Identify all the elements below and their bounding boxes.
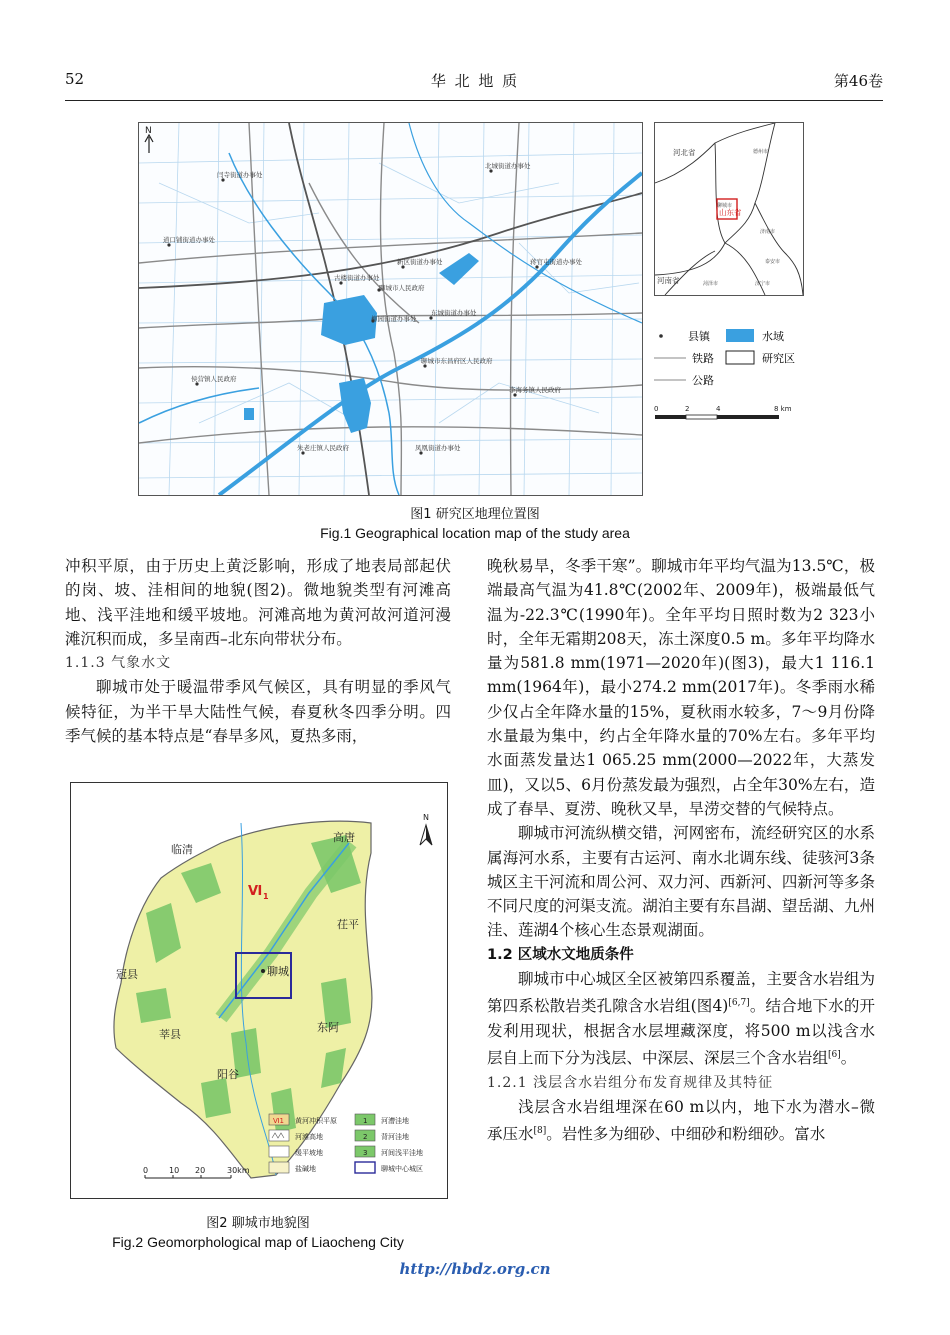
map-label: 凤凰街道办事处 [415, 444, 461, 452]
right-para-3 [487, 967, 875, 1071]
place-chiping: 茌平 [337, 918, 359, 931]
para3-text-b: 。结合地下水的开发利用现状，根据含水层埋藏深度，将500 m以浅含水层自上而下分为浅层、中深层、深层三个含水岩组 [487, 997, 875, 1068]
legend-label: 聊城中心城区 [381, 1165, 423, 1173]
scale-tick: 8 km [774, 405, 792, 413]
legend-label: 河漕洼地 [381, 1117, 409, 1125]
journal-title: 华 北 地 质 [430, 72, 520, 90]
left-para-1: 冲积平原，由于历史上黄泛影响，形成了地表局部起伏的岗、坡、洼相间的地貌(图2)。微地貌类型有河滩高地、浅平洼地和缓平坡地。河滩高地为黄河故河道河漫滩沉积而成，多呈南西–北东向带状分布。 [65, 557, 451, 648]
citation-ref: [8] [533, 1126, 547, 1137]
scale-svg [654, 402, 804, 432]
fig2-map [70, 782, 448, 1199]
map-label: 朱老庄镇人民政府 [297, 444, 349, 452]
scale-tick: 0 [143, 1166, 149, 1175]
north-label: N [145, 126, 152, 136]
inset-label: 河南省 [657, 276, 680, 285]
map-label: 柳园街道办事处 [371, 315, 417, 323]
legend-water: 水域 [762, 330, 784, 343]
place-gaotang: 高唐 [333, 831, 355, 844]
scale-tick: 2 [685, 405, 690, 413]
legend-swatch-slope [269, 1146, 289, 1157]
scale-segment [686, 415, 717, 419]
liaocheng-point [261, 969, 265, 973]
inset-label: 泰安市 [765, 259, 781, 265]
footer-url[interactable]: http://hbdz.org.cn [399, 1260, 551, 1278]
legend-railway: 铁路 [692, 352, 714, 365]
map-label: 东城街道办事处 [431, 309, 477, 317]
map-label: 聊城市人民政府 [379, 284, 425, 292]
right-para-2: 聊城市河流纵横交错，河网密布，流经研究区的水系属海河水系，主要有古运河、南水北调东线、徒骇河3条城区主干河流和周公河、双力河、西新河、四新河等多条不同尺度的河渠支流。湖泊主要有东昌湖、望岳湖、九州洼、莲湖4个核心生态景观湖面。 [487, 824, 875, 940]
scale-segment [655, 415, 686, 419]
legend-road: 公路 [692, 374, 714, 387]
inset-label: 河北省 [673, 148, 696, 157]
scale-segment [717, 415, 779, 419]
place-shenxian: 莘县 [159, 1028, 181, 1041]
section-1-2-1-heading: 1.2.1 浅层含水岩组分布发育规律及其特征 [487, 1074, 774, 1091]
map-label: 李海务镇人民政府 [509, 386, 561, 394]
legend-label: 缓平坡地 [295, 1149, 323, 1157]
left-para-2: 聊城市处于暖温带季风气候区，具有明显的季风气候特征，为半干旱大陆性气候，春夏秋冬四季分明。四季气候的基本特点是“春旱多风，夏热多雨， [65, 678, 451, 746]
legend-symbol: Ⅵ1 [273, 1117, 284, 1125]
scale-tick: 4 [716, 405, 721, 413]
para3-text-c: 。 [840, 1049, 857, 1068]
place-guanxian: 冠县 [116, 968, 138, 981]
para3-text-a: 聊城市中心城区全区被第四系覆盖，主要含水岩组为第四系松散岩类孔隙含水岩组(图4) [487, 970, 875, 1016]
zone-sub-label: 1 [263, 892, 269, 901]
fig1-map-svg [139, 123, 642, 495]
right-column [487, 554, 875, 1147]
inset-label: 菏泽市 [703, 281, 719, 287]
legend-label: 黄河冲积平原 [295, 1117, 337, 1125]
map-label: 蒋官屯街道办事处 [530, 258, 582, 266]
legend-swatch-saline [269, 1162, 289, 1173]
map-label: 新区街道办事处 [397, 258, 443, 266]
fig1-scale-bar [654, 402, 804, 432]
map-label: 聊城市东昌府区人民政府 [421, 357, 493, 365]
inset-label: 山东省 [719, 208, 742, 217]
map-label: 侯营镇人民政府 [191, 375, 237, 383]
fig1-legend [654, 325, 854, 395]
map-label: 古楼街道办事处 [334, 274, 380, 282]
fig2-svg [71, 783, 447, 1198]
right-para-4 [487, 1095, 875, 1147]
study-area-symbol [726, 351, 754, 364]
legend-label: 盐碱地 [295, 1165, 316, 1173]
fig1-inset-map [654, 122, 804, 296]
legend-label: 河滩高地 [295, 1133, 323, 1141]
legend-study-area: 研究区 [762, 352, 795, 365]
left-column-top [65, 554, 451, 748]
fig2-caption-en: Fig.2 Geomorphological map of Liaocheng City [112, 1234, 404, 1250]
zone-label: Ⅵ [248, 884, 263, 899]
inset-label: 聊城市 [717, 203, 733, 209]
legend-svg [654, 325, 854, 395]
place-linqing: 临清 [171, 843, 193, 856]
place-yanggu: 阳谷 [217, 1068, 239, 1081]
inset-label: 济宁市 [755, 281, 771, 287]
header-rule [65, 100, 883, 101]
section-1-2-heading: 1.2 区域水文地质条件 [487, 946, 634, 963]
fig2-caption-cn: 图2 聊城市地貌图 [206, 1216, 310, 1231]
lake-dongchang [321, 295, 377, 345]
para4-text-b: 。岩性多为细砂、中细砂和粉细砂。富水 [546, 1125, 826, 1144]
inset-svg [655, 123, 803, 295]
place-donge: 东阿 [317, 1021, 339, 1034]
legend-symbol: 1 [363, 1117, 368, 1125]
legend-symbol: 3 [363, 1149, 368, 1157]
citation-ref: [6] [828, 1050, 841, 1061]
town-symbol [659, 334, 663, 338]
inset-label: 济南市 [760, 229, 776, 235]
map-label: 道口铺街道办事处 [163, 236, 215, 244]
legend-label: 河间浅平洼地 [381, 1149, 423, 1157]
legend-town: 县镇 [688, 330, 710, 343]
para4-text-a: 浅层含水岩组埋深在60 m以内，地下水为潜水–微承压水 [487, 1097, 875, 1144]
scale-tick: 0 [654, 405, 659, 413]
fig1-main-map [138, 122, 643, 496]
map-label: 北城街道办事处 [485, 162, 531, 170]
map-label: 闫寺街道办事处 [217, 171, 263, 179]
scale-tick: 10 [169, 1166, 180, 1175]
place-liaocheng: 聊城 [267, 965, 289, 978]
scale-tick: 20 [195, 1166, 206, 1175]
section-1-1-3-heading: 1.1.3 气象水文 [65, 655, 172, 672]
water-symbol [726, 329, 754, 342]
right-para-1: 晚秋易旱，冬季干寒”。聊城市年平均气温为13.5℃，极端最高气温为41.8℃(2002年、2009年)，极端最低气温为-22.3℃(1990年)。全年平均日照时数为2 323小时，全年无霜期208天，冻土深度0.5 m。多年平均降水量为581.8 mm(1971—2020年)(图3)，最大1 116.1 mm(1964年)，最小274.2 mm(2017年)。冬季雨水稀少仅占全年降水量的15%，夏秋雨水较多，7～9月份降水量最为集中，约占全年降水量的70%左右。多年平均水面蒸发量达1 065.25 mm(2000—2022年，大蒸发皿)，又以5、6月份蒸发最为强烈，占全年30%左右，造成了春旱、夏涝、晚秋又旱，旱涝交替的气候特点。 [487, 557, 875, 818]
citation-ref: [6,7] [728, 998, 750, 1009]
fig1-caption-cn: 图1 研究区地理位置图 [410, 507, 540, 522]
legend-symbol: 2 [363, 1133, 368, 1141]
volume-label: 第46卷 [833, 72, 883, 90]
fig2-north-label: N [423, 813, 429, 822]
inset-label: 德州市 [753, 149, 769, 155]
legend-label: 背河洼地 [381, 1133, 409, 1141]
fig1-caption-en: Fig.1 Geographical location map of the study area [320, 525, 630, 541]
scale-tick: 30km [227, 1166, 250, 1175]
legend-swatch-highland [269, 1130, 289, 1141]
pond [244, 408, 254, 420]
page-number: 52 [65, 70, 85, 88]
